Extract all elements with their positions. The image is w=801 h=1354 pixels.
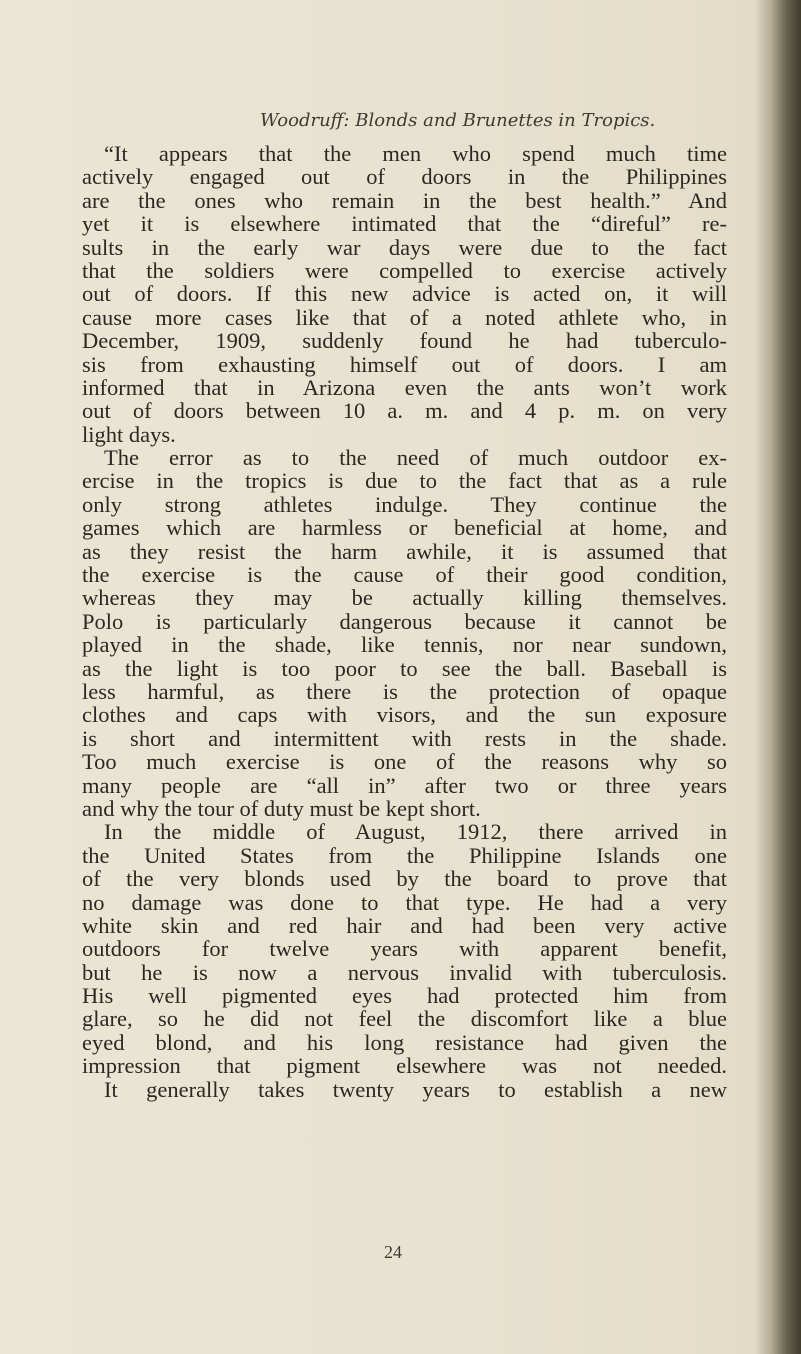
text-line: Too much exercise is one of the reasons why so (82, 749, 727, 775)
text-line: less harmful, as there is the protection of opaque (82, 678, 727, 704)
text-line: In the middle of August, 1912, there arrived in (104, 819, 727, 845)
text-line: no damage was done to that type. He had a very (82, 889, 727, 915)
text-line: His well pigmented eyes had protected him from (82, 983, 727, 1009)
text-line: ercise in the tropics is due to the fact that as a rule (82, 468, 727, 494)
body-text (82, 142, 727, 1101)
text-line: are the ones who remain in the best health.” And (82, 187, 727, 213)
text-line: The error as to the need of much outdoor ex- (104, 445, 727, 471)
text-line: It generally takes twenty years to establish a new (104, 1076, 727, 1102)
text-line: only strong athletes indulge. They continue the (82, 491, 727, 517)
running-head: Woodruff: Blonds and Brunettes in Tropics. (260, 110, 656, 131)
text-line: impression that pigment elsewhere was not needed. (82, 1053, 727, 1079)
text-line: whereas they may be actually killing themselves. (82, 585, 727, 611)
text-line: informed that in Arizona even the ants won’t work (82, 374, 727, 400)
text-line: yet it is elsewhere intimated that the “direful” re- (82, 211, 727, 237)
text-line: out of doors. If this new advice is acted on, it will (82, 281, 727, 307)
text-line: is short and intermittent with rests in the shade. (82, 725, 727, 751)
text-line: white skin and red hair and had been very active (82, 912, 727, 938)
text-line: sis from exhausting himself out of doors. I am (82, 351, 727, 377)
text-line: glare, so he did not feel the discomfort like a blue (82, 1006, 727, 1032)
text-line: of the very blonds used by the board to prove that (82, 866, 727, 892)
text-line: out of doors between 10 a. m. and 4 p. m. on very (82, 398, 727, 424)
text-line: “It appears that the men who spend much time (104, 141, 727, 166)
text-line: and why the tour of duty must be kept short. (82, 795, 481, 821)
text-line: the United States from the Philippine Islands one (82, 842, 727, 868)
text-line: as the light is too poor to see the ball. Baseball is (82, 655, 727, 681)
text-line: December, 1909, suddenly found he had tuberculo- (82, 328, 727, 354)
text-line: but he is now a nervous invalid with tuberculosis. (82, 959, 727, 985)
text-line: many people are “all in” after two or three years (82, 772, 727, 798)
text-line: that the soldiers were compelled to exercise actively (82, 257, 727, 283)
text-line: as they resist the harm awhile, it is assumed that (82, 538, 727, 564)
text-line: Polo is particularly dangerous because it cannot be (82, 608, 727, 634)
page-number: 24 (384, 1242, 402, 1262)
text-line: games which are harmless or beneficial at home, and (82, 515, 727, 541)
text-line: actively engaged out of doors in the Philippines (82, 164, 727, 190)
text-line: cause more cases like that of a noted athlete who, in (82, 304, 727, 330)
text-line: played in the shade, like tennis, nor near sundown, (82, 632, 727, 658)
text-line: outdoors for twelve years with apparent benefit, (82, 936, 727, 962)
text-line: light days. (82, 421, 176, 447)
text-line: the exercise is the cause of their good condition, (82, 562, 727, 588)
text-line: eyed blond, and his long resistance had given the (82, 1029, 727, 1055)
binding-shadow (755, 0, 801, 1354)
text-line: clothes and caps with visors, and the sun exposure (82, 702, 727, 728)
text-line: sults in the early war days were due to the fact (82, 234, 727, 260)
